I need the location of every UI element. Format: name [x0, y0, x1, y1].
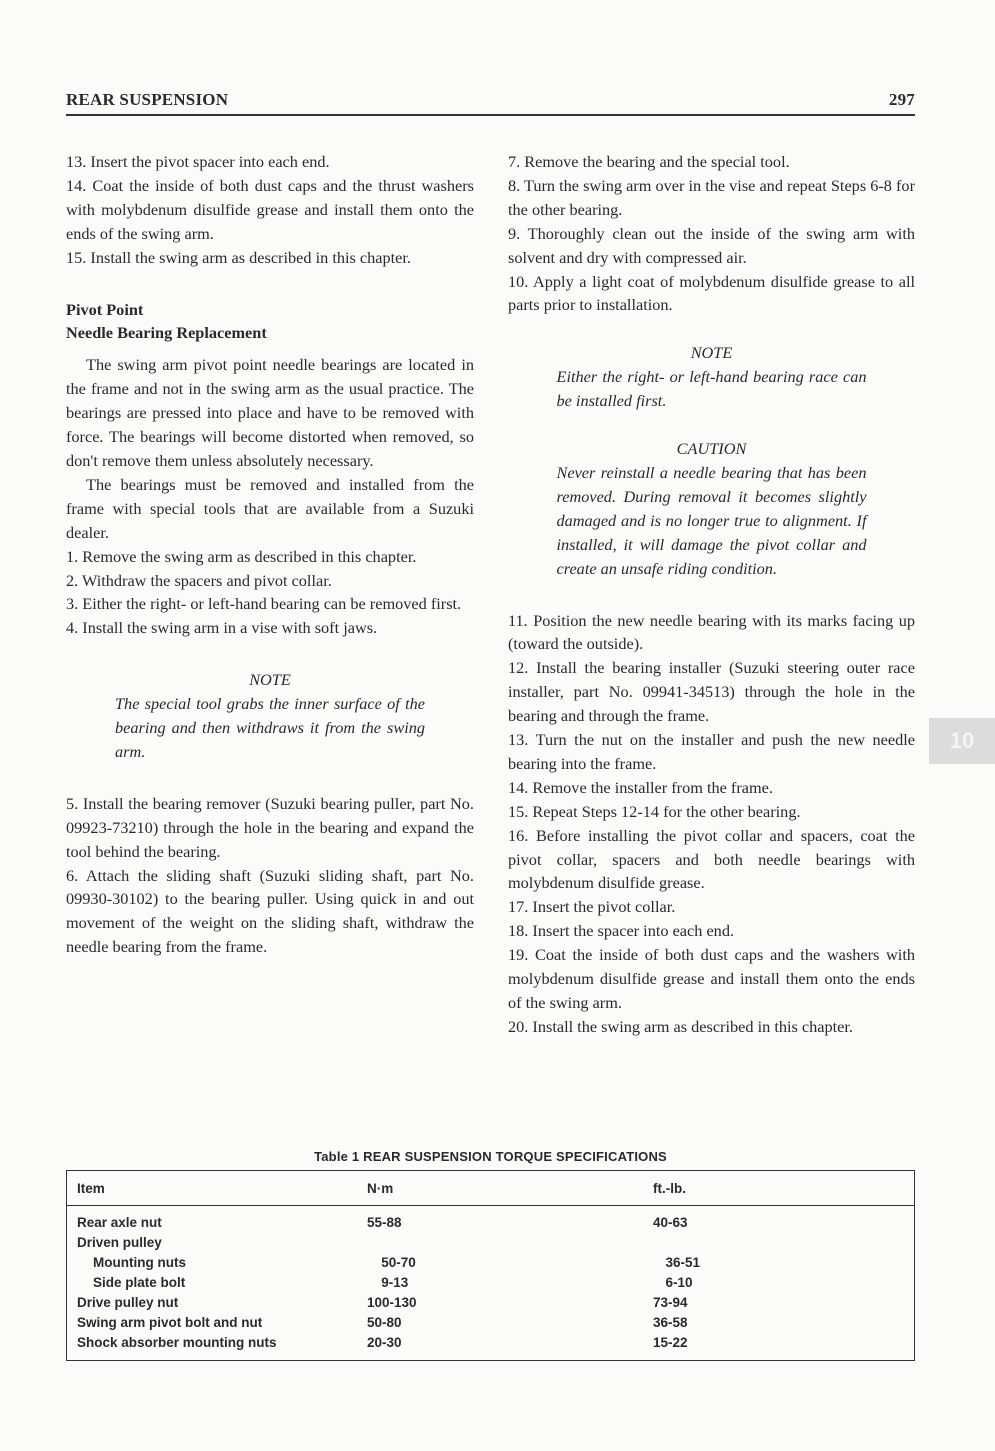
table-row: [67, 1232, 914, 1252]
step-8: 8. Turn the swing arm over in the vise and repeat Steps 6-8 for the other bearing.: [508, 175, 915, 219]
note-title: NOTE: [690, 343, 733, 363]
column-header: ft.-lb.: [653, 1180, 686, 1196]
header-rule: [66, 114, 915, 116]
table-header-row: [67, 1171, 914, 1206]
step-15: 15. Repeat Steps 12-14 for the other bearing.: [508, 801, 801, 821]
chapter-tab-marker: 10: [929, 718, 995, 764]
note-block: [115, 668, 425, 764]
step-9: 9. Thoroughly clean out the inside of the swing arm with solvent and dry with compressed air.: [508, 223, 915, 267]
caution-text: Never reinstall a needle bearing that has been removed. During removal it becomes slightly damaged and is no longer true to alignment. If installed, it will damage the pivot collar and create an unsafe riding condition.: [556, 462, 867, 578]
step-19: 19. Coat the inside of both dust caps and the washers with molybdenum disulfide grease and install them onto the ends of the swing arm.: [508, 945, 915, 1012]
table-row: [67, 1312, 914, 1332]
step-20: 20. Install the swing arm as described in this chapter.: [508, 1016, 853, 1036]
step-4: 4. Install the swing arm in a vise with soft jaws.: [66, 618, 378, 638]
table-cell: 100-130: [367, 1294, 417, 1310]
step-13: 13. Turn the nut on the installer and push the new needle bearing into the frame.: [508, 730, 915, 773]
table-cell: Rear axle nut: [77, 1214, 162, 1230]
table-cell: 20-30: [367, 1334, 402, 1350]
table-cell: 15-22: [653, 1334, 688, 1350]
table-row: [67, 1272, 914, 1292]
step-6: 6. Attach the sliding shaft (Suzuki sliding shaft, part No. 09930-30102) to the bearing puller. Using quick in and out movement of the weight on the sliding shaft, withdraw the needle bearing from the frame.: [66, 865, 474, 957]
note-text: The special tool grabs the inner surface of the bearing and then withdraws it from the swing arm.: [115, 694, 425, 761]
table-caption: Table 1 REAR SUSPENSION TORQUE SPECIFICATIONS: [314, 1149, 667, 1164]
step-13: 13. Insert the pivot spacer into each end.: [66, 152, 330, 171]
note-text: Either the right- or left-hand bearing race can be installed first.: [556, 367, 867, 411]
table-cell: Mounting nuts: [93, 1254, 186, 1270]
step-3: 3. Either the right- or left-hand bearing can be removed first.: [66, 594, 462, 614]
table-row: [67, 1332, 914, 1352]
table-cell: 36-51: [665, 1254, 701, 1270]
table-row: [67, 1212, 914, 1232]
step-11: 11. Position the new needle bearing with its marks facing up (toward the outside).: [508, 610, 915, 654]
table-cell: 9-13: [381, 1274, 409, 1290]
table-cell: 50-80: [367, 1314, 402, 1330]
step-10: 10. Apply a light coat of molybdenum disulfide grease to all parts prior to installation.: [508, 271, 915, 315]
step-12: 12. Install the bearing installer (Suzuki steering outer race installer, part No. 09941-34513) through the hole in the bearing and through the frame.: [508, 658, 915, 726]
step-2: 2. Withdraw the spacers and pivot collar.: [66, 570, 332, 590]
page-header: [66, 90, 915, 110]
section-title: REAR SUSPENSION: [66, 90, 229, 109]
step-14: 14. Coat the inside of both dust caps and the thrust washers with molybdenum disulfide grease and install them onto the ends of the swing arm.: [66, 175, 474, 243]
note-block: [557, 341, 867, 413]
intro-paragraph-1: The swing arm pivot point needle bearings are located in the frame and not in the swing arm as the usual practice. The bearings are pressed into place and have to be removed with force. The bearings will become distorted when removed, so don't remove them unless absolutely necessary.: [66, 355, 474, 470]
step-15: 15. Install the swing arm as described in this chapter.: [66, 247, 411, 267]
column-header: Item: [77, 1180, 105, 1196]
note-title: NOTE: [249, 670, 291, 690]
table-row: [67, 1252, 914, 1272]
subheading-pivot-point: Pivot Point: [66, 299, 144, 319]
table-cell: Driven pulley: [77, 1234, 162, 1250]
page-number: 297: [888, 90, 915, 109]
table-cell: 73-94: [653, 1294, 688, 1310]
table-cell: Shock absorber mounting nuts: [77, 1334, 277, 1350]
step-18: 18. Insert the spacer into each end.: [508, 921, 735, 941]
step-5: 5. Install the bearing remover (Suzuki bearing puller, part No. 09923-73210) through the hole in the bearing and expand the tool behind the bearing.: [66, 793, 474, 861]
table-cell: Side plate bolt: [93, 1274, 186, 1290]
table-cell: Swing arm pivot bolt and nut: [77, 1314, 263, 1330]
table-cell: 50-70: [381, 1254, 416, 1270]
intro-paragraph-2: The bearings must be removed and installed from the frame with special tools that are available from a Suzuki dealer.: [66, 474, 474, 542]
caution-block: [557, 437, 867, 580]
table-body: [67, 1206, 914, 1352]
left-column: [66, 150, 474, 959]
subheading-needle-bearing: Needle Bearing Replacement: [66, 323, 267, 343]
torque-spec-table: [66, 1170, 915, 1361]
table-cell: 55-88: [367, 1214, 402, 1230]
step-16: 16. Before installing the pivot collar and spacers, coat the pivot collar, spacers and both needle bearings with molybdenum disulfide grease.: [508, 825, 915, 893]
table-cell: 36-58: [653, 1314, 688, 1330]
table-cell: 6-10: [665, 1274, 693, 1290]
table-row: [67, 1292, 914, 1312]
step-14: 14. Remove the installer from the frame.: [508, 777, 773, 797]
step-1: 1. Remove the swing arm as described in this chapter.: [66, 546, 417, 566]
step-7: 7. Remove the bearing and the special tool.: [508, 152, 790, 171]
step-17: 17. Insert the pivot collar.: [508, 897, 676, 917]
right-column: [508, 150, 915, 1039]
table-cell: 40-63: [653, 1214, 688, 1230]
table-cell: Drive pulley nut: [77, 1294, 179, 1310]
caution-title: CAUTION: [676, 439, 747, 459]
column-header: N·m: [367, 1180, 394, 1196]
